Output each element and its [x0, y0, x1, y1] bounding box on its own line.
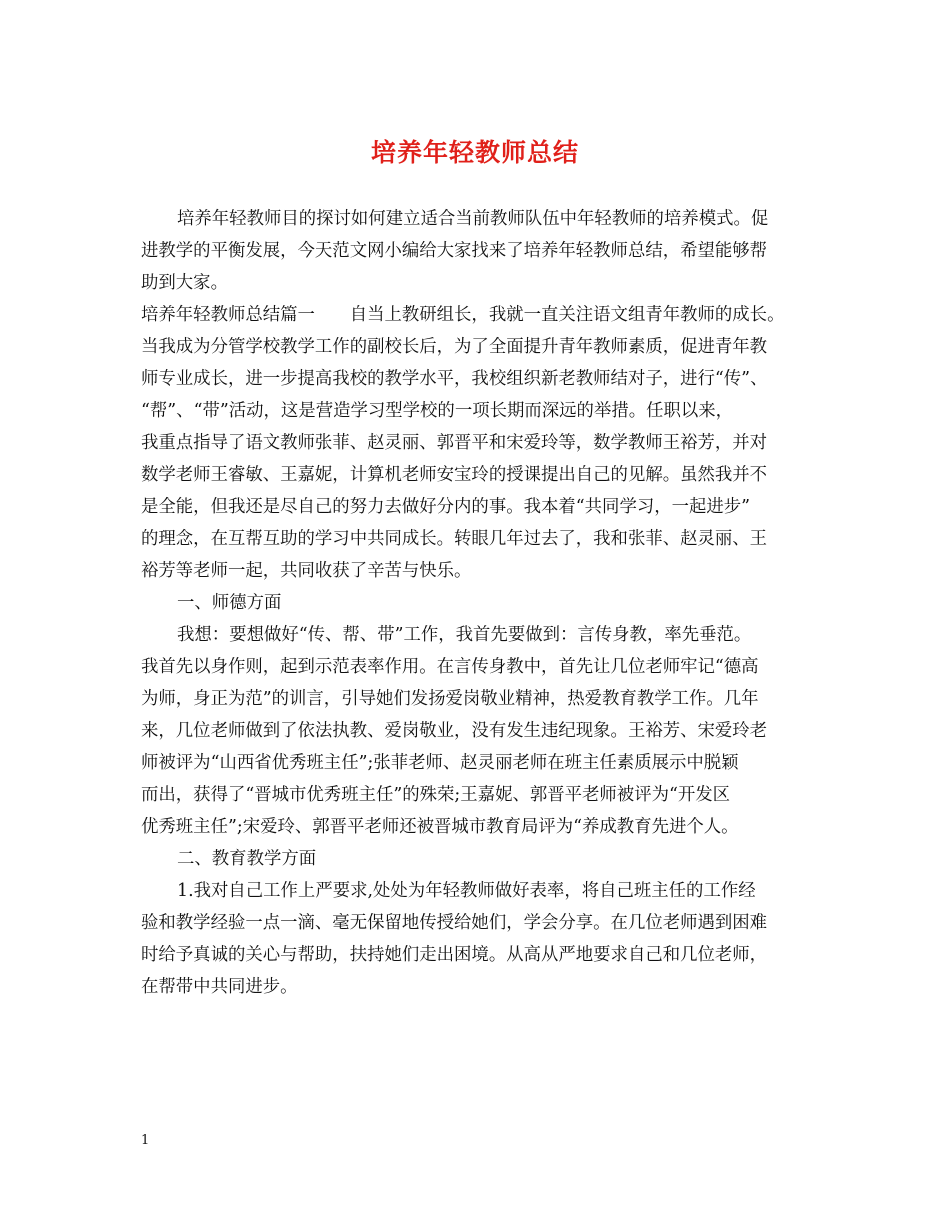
text-line: 数学老师王睿敏、王嘉妮，计算机老师安宝玲的授课提出自己的见解。虽然我并不	[141, 465, 768, 485]
text-line: 为师，身正为范”的训言，引导她们发扬爱岗敬业精神，热爱教育教学工作。几年	[141, 689, 759, 709]
text-line: 裕芳等老师一起，共同收获了辛苦与快乐。	[141, 561, 472, 581]
text-line: 优秀班主任”;宋爱玲、郭晋平老师还被晋城市教育局评为“养成教育先进个人。	[141, 817, 739, 837]
text-line: 在帮带中共同进步。	[141, 977, 298, 997]
page-number: 1	[141, 1133, 150, 1148]
document-title: 培养年轻教师总结	[370, 138, 579, 167]
text-line: 是全能，但我还是尽自己的努力去做好分内的事。我本着“共同学习，一起进步”	[141, 497, 751, 517]
text-line: 助到大家。	[141, 273, 228, 293]
text-line: 培养年轻教师总结篇一 自当上教研组长，我就一直关注语文组青年教师的成长。	[141, 305, 785, 325]
text-line: 验和教学经验一点一滴、毫无保留地传授给她们，学会分享。在几位老师遇到困难	[141, 913, 768, 933]
text-line: “帮”、“带”活动，这是营造学习型学校的一项长期而深远的举措。任职以来，	[141, 401, 734, 421]
text-line: 我重点指导了语文教师张菲、赵灵丽、郭晋平和宋爱玲等，数学教师王裕芳，并对	[141, 433, 768, 453]
text-line: 进教学的平衡发展，今天范文网小编给大家找来了培养年轻教师总结，希望能够帮	[141, 241, 768, 261]
text-line: 我首先以身作则，起到示范表率作用。在言传身教中，首先让几位老师牢记“德高	[141, 657, 759, 677]
text-line: 1.我对自己工作上严要求,处处为年轻教师做好表率，将自己班主任的工作经	[177, 881, 756, 901]
text-line: 二、教育教学方面	[177, 849, 317, 869]
text-line: 时给予真诚的关心与帮助，扶持她们走出困境。从高从严地要求自己和几位老师，	[141, 945, 768, 965]
text-line: 而出，获得了“晋城市优秀班主任”的殊荣;王嘉妮、郭晋平老师被评为“开发区	[141, 785, 731, 805]
text-line: 师被评为“山西省优秀班主任”;张菲老师、赵灵丽老师在班主任素质展示中脱颖	[141, 753, 739, 773]
text-line: 培养年轻教师目的探讨如何建立适合当前教师队伍中年轻教师的培养模式。促	[177, 209, 769, 229]
text-line: 当我成为分管学校教学工作的副校长后，为了全面提升青年教师素质，促进青年教	[141, 337, 768, 357]
text-line: 师专业成长，进一步提高我校的教学水平，我校组织新老教师结对子，进行“传”、	[141, 369, 768, 389]
text-line: 我想：要想做好“传、帮、带”工作，我首先要做到：言传身教，率先垂范。	[177, 625, 752, 645]
text-line: 来，几位老师做到了依法执教、爱岗敬业，没有发生违纪现象。王裕芳、宋爱玲老	[141, 721, 768, 741]
document-body	[141, 203, 821, 1003]
text-line: 一、师德方面	[177, 593, 282, 613]
text-line: 的理念，在互帮互助的学习中共同成长。转眼几年过去了，我和张菲、赵灵丽、王	[141, 529, 768, 549]
